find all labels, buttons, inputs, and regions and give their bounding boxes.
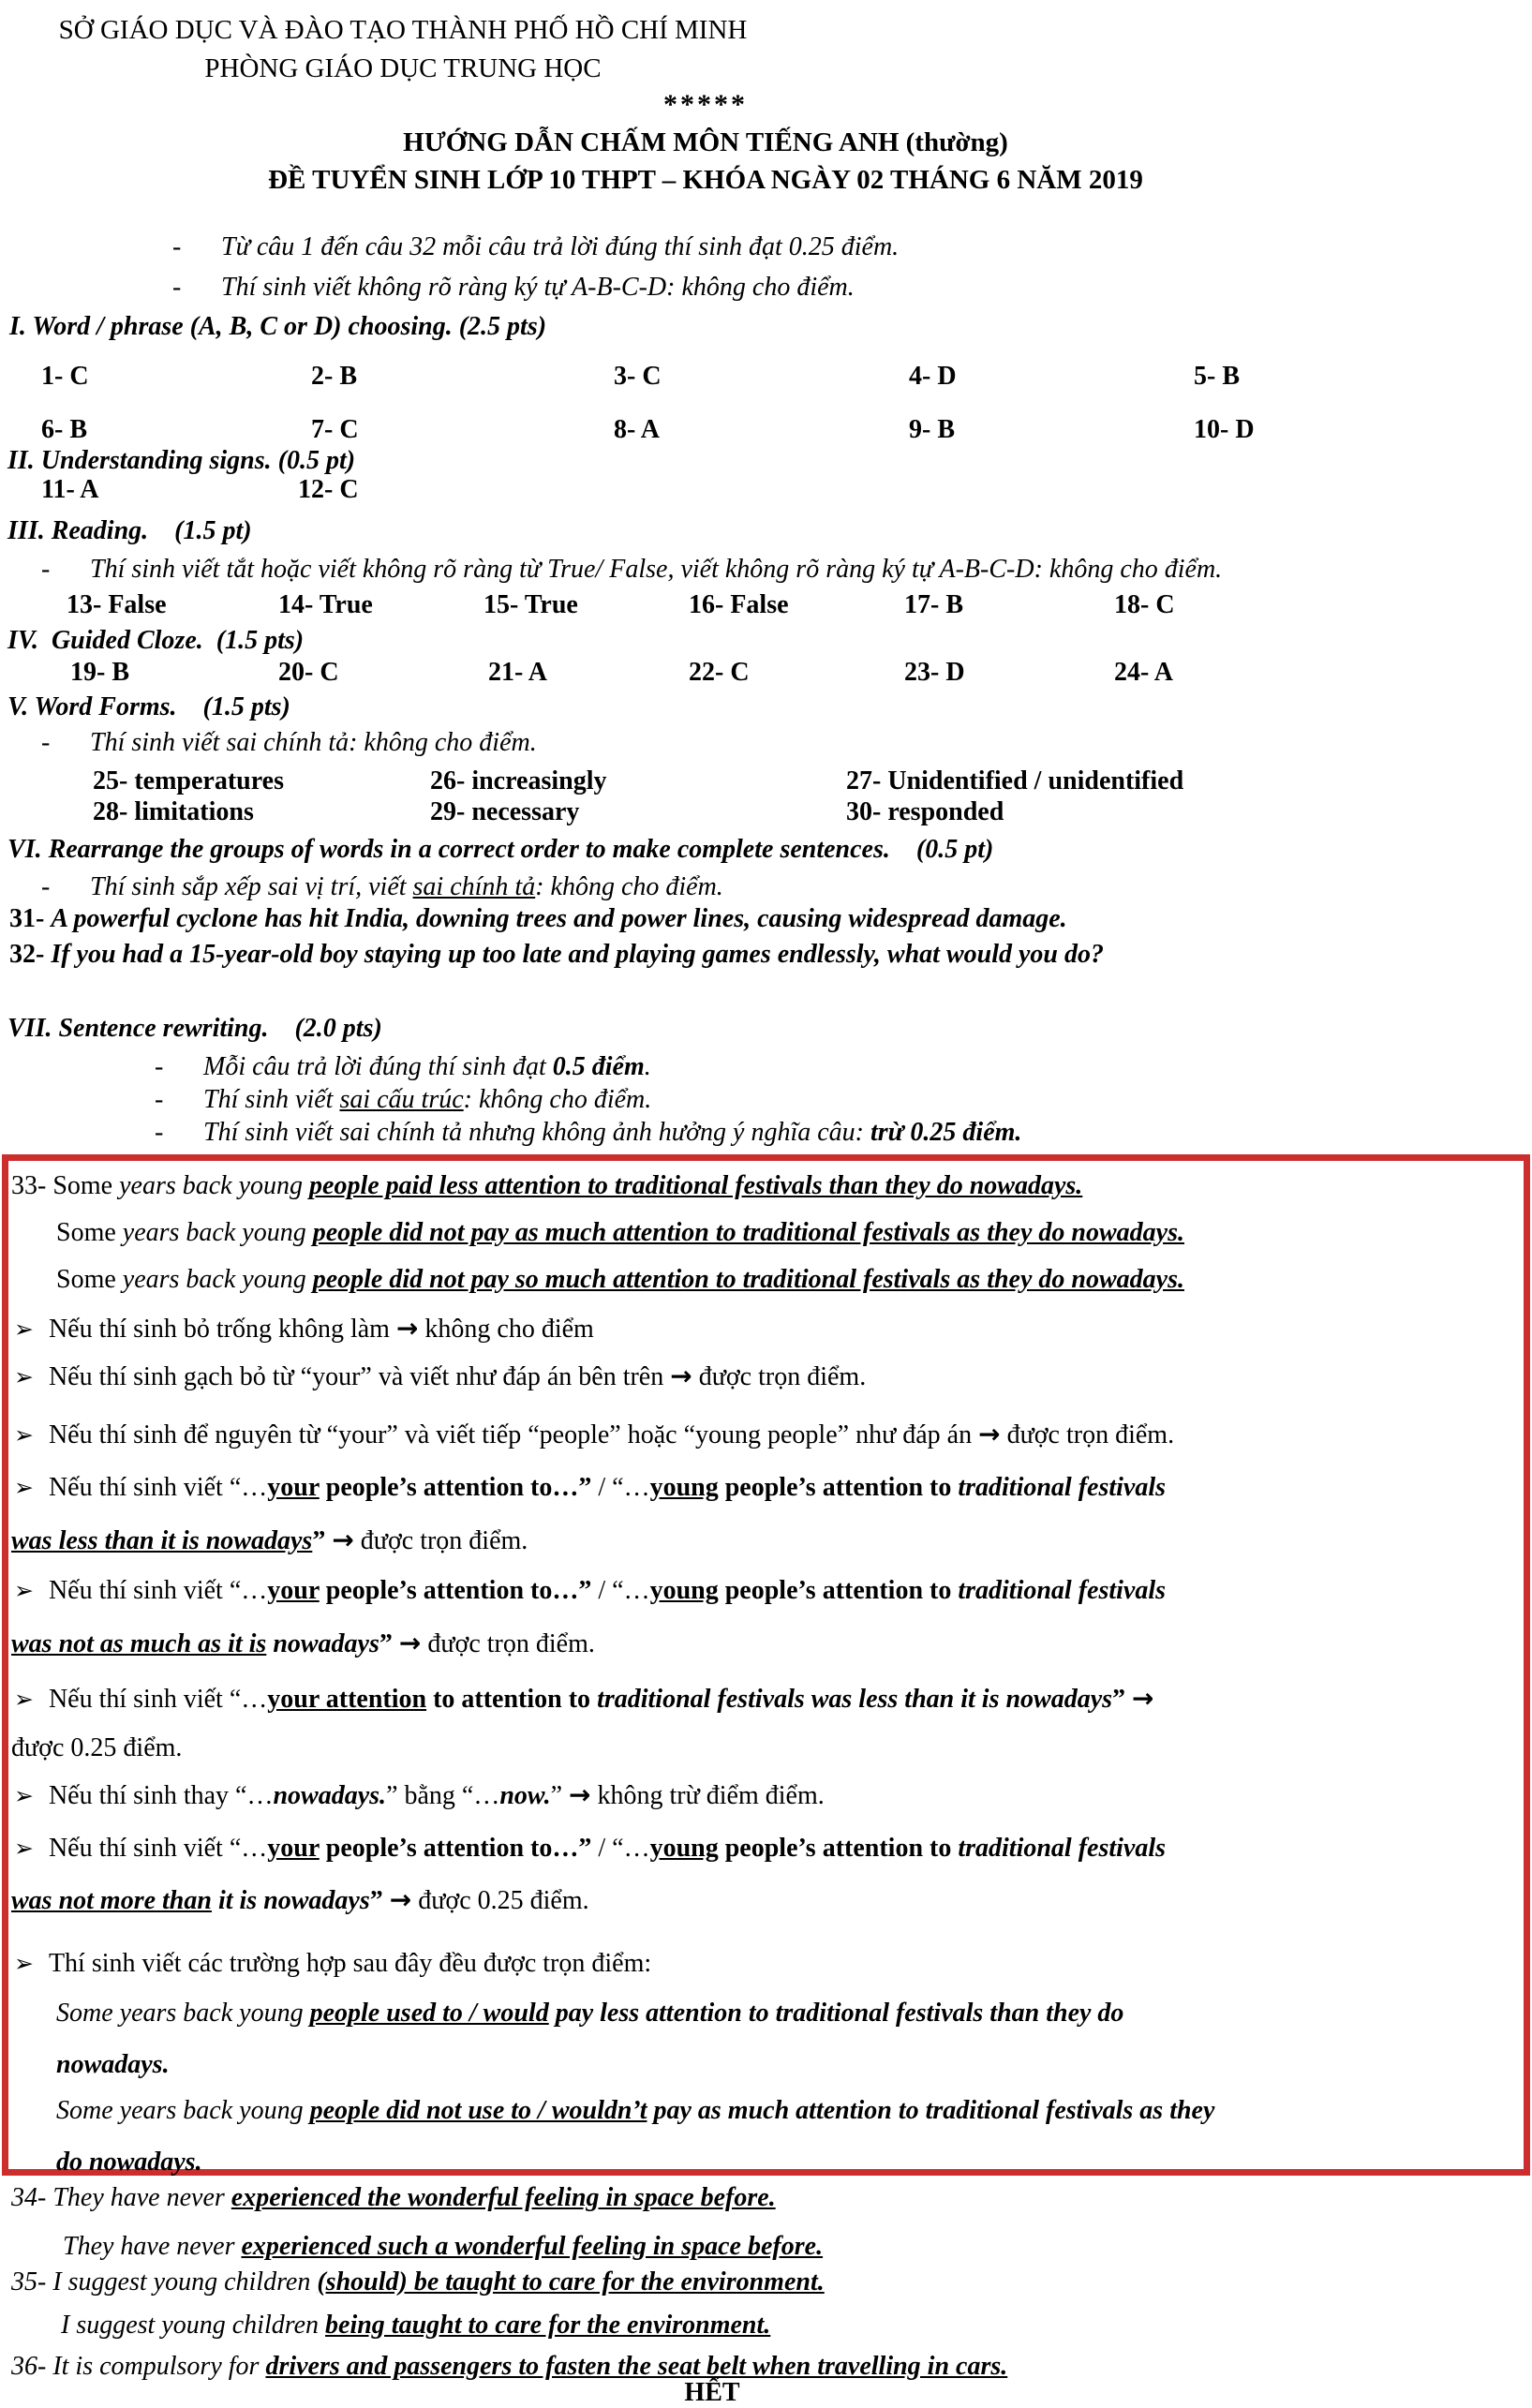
text-segment: If you had a 15-year-old boy staying up too late and playing games endlessly, what would you do?: [51, 940, 1104, 969]
accepted-variant: [56, 2096, 1214, 2126]
answer-20: 20- C: [278, 658, 339, 687]
section-title-6: VI. Rearrange the groups of words in a correct order to make complete sentences. (0.5 pt): [7, 835, 994, 864]
arrowhead-bullet-icon: ➢: [14, 1474, 34, 1501]
text-segment: được 0.25 điểm.: [11, 1733, 183, 1762]
text-segment: Thí sinh sắp xếp sai vị trí, viết: [90, 872, 413, 901]
arrowhead-bullet-icon: ➢: [14, 1363, 34, 1390]
section-title-1: I. Word / phrase (A, B, C or D) choosing. (2.5 pts): [9, 312, 547, 341]
text-segment: .: [644, 1052, 651, 1081]
answer-3: 3- C: [614, 362, 662, 391]
end-mark: HẾT: [684, 2378, 740, 2407]
arrowhead-bullet-icon: ➢: [14, 1315, 34, 1343]
text-segment: không cho điểm: [418, 1315, 594, 1344]
text-segment: ”: [312, 1526, 333, 1555]
answer-34-alt: [63, 2232, 823, 2262]
answer-row: [0, 415, 1532, 449]
grading-rule: [14, 1949, 651, 1979]
division-name: PHÒNG GIÁO DỤC TRUNG HỌC: [204, 53, 602, 83]
answer-35-alt: [61, 2311, 770, 2341]
text-segment: (should) be taught to care for the environment.: [317, 2267, 825, 2297]
text-segment: Some years back young: [56, 2096, 310, 2125]
answer-24: 24- A: [1114, 658, 1173, 687]
answer-2: 2- B: [311, 362, 357, 391]
answer-26: 26- increasingly: [430, 766, 607, 795]
answer-1: 1- C: [41, 362, 89, 391]
section-title-2: II. Understanding signs. (0.5 pt): [7, 446, 356, 475]
text-segment: do nowadays.: [56, 2148, 202, 2177]
dash-bullet: -: [172, 273, 182, 302]
text-segment: Nếu thí sinh bỏ trống không làm: [48, 1315, 396, 1344]
text-segment: Nếu thí sinh viết “…: [48, 1834, 268, 1863]
text-segment: it is nowadays: [211, 1886, 370, 1915]
text-segment: 31-: [9, 904, 52, 933]
grading-rule: [14, 1361, 866, 1392]
text-segment: Some years back young: [56, 1999, 310, 2028]
general-note: [172, 273, 855, 303]
answer-12: 12- C: [298, 475, 359, 504]
answer-23: 23- D: [904, 658, 965, 687]
dash-bullet: -: [41, 728, 51, 757]
text-segment: / “…: [591, 1576, 650, 1605]
text-segment: được trọn điểm.: [421, 1629, 595, 1658]
text-segment: your: [267, 1576, 320, 1605]
arrowhead-bullet-icon: ➢: [14, 1686, 34, 1713]
answer-7: 7- C: [311, 415, 359, 444]
answer-row: [0, 590, 1532, 624]
text-segment: now.: [499, 1781, 551, 1810]
text-segment: was not more than: [11, 1886, 212, 1915]
answer-33-alt: [56, 1218, 1184, 1248]
answer-28: 28- limitations: [93, 797, 254, 826]
accepted-variant-cont: [56, 2148, 202, 2178]
dash-bullet: -: [41, 555, 51, 584]
section-note: [41, 728, 537, 758]
text-segment: sai chính tả: [412, 872, 536, 901]
answer-18: 18- C: [1114, 590, 1175, 619]
arrow-right-icon: →: [1132, 1683, 1154, 1714]
text-segment: / “…: [591, 1834, 650, 1863]
answer-row: [0, 766, 1532, 800]
answer-5: 5- B: [1194, 362, 1240, 391]
section-title-3: III. Reading. (1.5 pt): [7, 516, 252, 545]
answer-row: [0, 362, 1532, 395]
text-segment: traditional festivals: [958, 1576, 1167, 1605]
answer-16: 16- False: [689, 590, 789, 619]
answer-row: [0, 475, 1532, 509]
arrow-right-icon: →: [395, 1313, 419, 1344]
dash-bullet: -: [155, 1052, 164, 1081]
arrow-right-icon: →: [332, 1524, 354, 1555]
text-segment: to attention to: [426, 1685, 598, 1714]
grading-rule: [14, 1314, 594, 1345]
text-segment: 36- It is compulsory for: [11, 2352, 266, 2381]
text-segment: was less than it is nowadays: [11, 1526, 313, 1555]
grading-rule: [14, 1576, 1166, 1606]
text-segment: nowadays.: [56, 2050, 170, 2079]
grading-rule: [14, 1420, 1174, 1450]
arrowhead-bullet-icon: ➢: [14, 1835, 34, 1862]
text-segment: 35- I suggest young children: [11, 2267, 318, 2297]
arrow-right-icon: →: [398, 1628, 422, 1658]
dash-bullet: -: [155, 1085, 164, 1114]
arrowhead-bullet-icon: ➢: [14, 1782, 34, 1809]
document-subtitle: ĐỀ TUYỂN SINH LỚP 10 THPT – KHÓA NGÀY 02 THÁNG 6 NĂM 2019: [268, 165, 1143, 195]
text-segment: : không cho điểm.: [463, 1085, 652, 1114]
text-segment: Từ câu 1 đến câu 32 mỗi câu trả lời đúng thí sinh đạt 0.25 điểm.: [221, 232, 900, 261]
text-segment: Nếu thí sinh viết “…: [48, 1473, 268, 1502]
text-segment: people’s attention to: [718, 1834, 959, 1863]
text-segment: people’s attention to: [718, 1473, 959, 1502]
text-segment: 33- Some: [11, 1171, 120, 1200]
grading-rule-cont: [11, 1628, 595, 1659]
answer-row: [0, 658, 1532, 691]
answer-row: [0, 797, 1532, 831]
answer-17: 17- B: [904, 590, 963, 619]
text-segment: They have never: [63, 2232, 242, 2261]
text-segment: Nếu thí sinh viết “…: [48, 1685, 268, 1714]
text-segment: không trừ điểm điểm.: [590, 1781, 825, 1810]
arrow-right-icon: →: [978, 1419, 1001, 1449]
text-segment: ” bằng “…: [386, 1781, 500, 1810]
text-segment: được trọn điểm.: [353, 1526, 528, 1555]
text-segment: Thí sinh viết: [203, 1085, 340, 1114]
grading-rule-cont: [11, 1733, 182, 1763]
section-note: [155, 1118, 1021, 1148]
answer-19: 19- B: [70, 658, 129, 687]
text-segment: nowadays.: [273, 1781, 387, 1810]
section-title-4: IV. Guided Cloze. (1.5 pts): [7, 626, 305, 655]
answer-30: 30- responded: [846, 797, 1004, 826]
text-segment: / “…: [591, 1473, 650, 1502]
text-segment: traditional festivals: [958, 1473, 1167, 1502]
grading-rule: [14, 1473, 1166, 1503]
text-segment: Thí sinh viết không rõ ràng ký tự A-B-C-D: không cho điểm.: [221, 273, 855, 302]
text-segment: traditional festivals: [958, 1834, 1167, 1863]
answer-32: [9, 940, 1104, 970]
answer-13: 13- False: [67, 590, 167, 619]
section-note: [155, 1085, 651, 1115]
text-segment: being taught to care for the environment.: [325, 2311, 771, 2340]
text-segment: young: [649, 1576, 719, 1605]
text-segment: Thí sinh viết sai chính tả: không cho điểm.: [90, 728, 537, 757]
text-segment: people’s attention to…”: [319, 1834, 592, 1863]
answer-25: 25- temperatures: [93, 766, 284, 795]
text-segment: was not as much as it is: [11, 1629, 267, 1658]
arrowhead-bullet-icon: ➢: [14, 1577, 34, 1604]
text-segment: ”: [379, 1629, 399, 1658]
text-segment: your: [267, 1473, 320, 1502]
text-segment: experienced the wonderful feeling in space before.: [231, 2183, 776, 2212]
text-segment: nowadays: [266, 1629, 379, 1658]
answer-10: 10- D: [1194, 415, 1255, 444]
text-segment: traditional festivals was less than it is nowadays: [597, 1685, 1113, 1714]
text-segment: : không cho điểm.: [535, 872, 723, 901]
text-segment: pay as much attention to traditional festivals as they: [647, 2096, 1215, 2125]
text-segment: Nếu thí sinh thay “…: [48, 1781, 274, 1810]
answer-22: 22- C: [689, 658, 750, 687]
arrow-right-icon: →: [389, 1884, 412, 1915]
dash-bullet: -: [41, 872, 51, 901]
arrow-right-icon: →: [569, 1779, 591, 1810]
text-segment: young: [649, 1834, 719, 1863]
text-segment: Nếu thí sinh gạch bỏ từ “your” và viết như đáp án bên trên: [48, 1362, 671, 1391]
dash-bullet: -: [155, 1118, 164, 1147]
department-name: SỞ GIÁO DỤC VÀ ĐÀO TẠO THÀNH PHỐ HỒ CHÍ MINH: [58, 15, 748, 45]
text-segment: Some: [56, 1265, 123, 1294]
text-segment: years back young: [122, 1218, 313, 1247]
answer-34: [11, 2183, 776, 2213]
text-segment: people did not pay as much attention to traditional festivals as they do nowadays.: [312, 1218, 1184, 1247]
arrow-right-icon: →: [670, 1360, 692, 1391]
text-segment: people did not use to / wouldn’t: [309, 2096, 647, 2125]
text-segment: 0.5 điểm: [552, 1052, 645, 1081]
text-segment: Nếu thí sinh viết “…: [48, 1576, 268, 1605]
text-segment: Mỗi câu trả lời đúng thí sinh đạt: [203, 1052, 553, 1081]
section-note: [41, 555, 1222, 585]
text-segment: experienced such a wonderful feeling in space before.: [241, 2232, 824, 2261]
section-title-7: VII. Sentence rewriting. (2.0 pts): [7, 1014, 382, 1043]
dash-bullet: -: [172, 232, 182, 261]
text-segment: ”: [550, 1781, 570, 1810]
answer-33-alt: [56, 1265, 1184, 1295]
document-title: HƯỚNG DẪN CHẤM MÔN TIẾNG ANH (thường): [403, 127, 1008, 157]
arrowhead-bullet-icon: ➢: [14, 1421, 34, 1449]
text-segment: sai cấu trúc: [339, 1085, 464, 1114]
text-segment: drivers and passengers to fasten the seat belt when travelling in cars.: [265, 2352, 1008, 2381]
text-segment: people did not pay so much attention to traditional festivals as they do nowadays.: [312, 1265, 1184, 1294]
text-segment: ”: [1112, 1685, 1133, 1714]
section-note: [155, 1052, 651, 1082]
text-segment: A powerful cyclone has hit India, downing trees and power lines, causing widespread damage.: [51, 904, 1067, 933]
text-segment: your attention: [267, 1685, 427, 1714]
text-segment: 34- They have never: [11, 2183, 231, 2212]
text-segment: 32-: [9, 940, 52, 969]
text-segment: được trọn điểm.: [692, 1362, 867, 1391]
text-segment: pay less attention to traditional festivals than they do: [548, 1999, 1124, 2028]
stars-separator: *****: [663, 89, 748, 120]
text-segment: people’s attention to: [718, 1576, 959, 1605]
grading-rule: [14, 1780, 825, 1811]
text-segment: people used to / would: [309, 1999, 549, 2028]
text-segment: Thí sinh viết tắt hoặc viết không rõ ràng từ True/ False, viết không rõ ràng ký tự A-B-C-D: không cho điểm.: [90, 555, 1223, 584]
text-segment: Thí sinh viết sai chính tả nhưng không ảnh hưởng ý nghĩa câu:: [203, 1118, 870, 1147]
answer-33-main: [11, 1171, 1082, 1201]
section-title-5: V. Word Forms. (1.5 pts): [7, 692, 290, 721]
text-segment: trừ 0.25 điểm.: [870, 1118, 1022, 1147]
text-segment: people paid less attention to traditional festivals than they do nowadays.: [309, 1171, 1083, 1200]
text-segment: years back young: [119, 1171, 310, 1200]
answer-4: 4- D: [909, 362, 957, 391]
text-segment: people’s attention to…”: [319, 1473, 592, 1502]
text-segment: I suggest young children: [61, 2311, 326, 2340]
answer-11: 11- A: [41, 475, 99, 504]
text-segment: Some: [56, 1218, 123, 1247]
answer-14: 14- True: [278, 590, 373, 619]
answer-27: 27- Unidentified / unidentified: [846, 766, 1184, 795]
grading-rule: [14, 1834, 1166, 1864]
accepted-variant: [56, 1999, 1123, 2029]
grading-rule-cont: [11, 1885, 589, 1916]
text-segment: được trọn điểm.: [1000, 1420, 1175, 1449]
section-note: [41, 872, 723, 902]
text-segment: Thí sinh viết các trường hợp sau đây đều được trọn điểm:: [48, 1949, 652, 1978]
grading-rule-cont: [11, 1525, 528, 1556]
answer-6: 6- B: [41, 415, 87, 444]
answer-9: 9- B: [909, 415, 955, 444]
answer-21: 21- A: [488, 658, 547, 687]
highlight-box-question-33: [2, 1154, 1530, 2176]
grading-rule: [14, 1684, 1154, 1715]
answer-15: 15- True: [483, 590, 578, 619]
answer-8: 8- A: [614, 415, 660, 444]
arrowhead-bullet-icon: ➢: [14, 1950, 34, 1977]
answer-35: [11, 2267, 825, 2297]
general-note: [172, 232, 899, 262]
text-segment: Nếu thí sinh để nguyên từ “your” và viết tiếp “people” hoặc “young people” như đáp án: [48, 1420, 979, 1449]
text-segment: your: [267, 1834, 320, 1863]
text-segment: people’s attention to…”: [319, 1576, 592, 1605]
text-segment: young: [649, 1473, 719, 1502]
accepted-variant-cont: [56, 2050, 170, 2080]
answer-31: [9, 904, 1067, 934]
text-segment: ”: [369, 1886, 390, 1915]
text-segment: years back young: [122, 1265, 313, 1294]
answer-29: 29- necessary: [430, 797, 580, 826]
text-segment: được 0.25 điểm.: [411, 1886, 589, 1915]
